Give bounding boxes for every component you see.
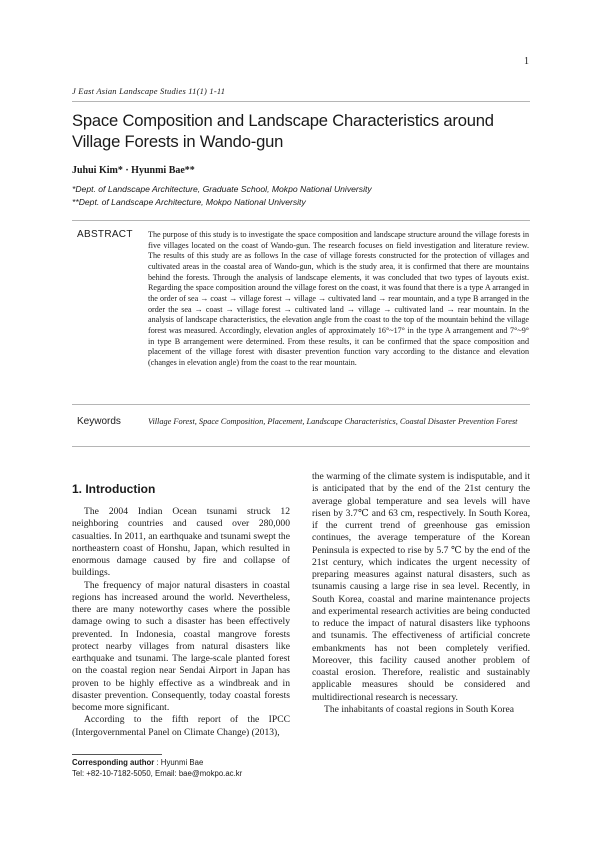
keywords-bottom-divider <box>72 446 530 447</box>
header-divider <box>72 101 530 102</box>
body-column-left <box>72 506 290 739</box>
body-paragraph: The 2004 Indian Ocean tsunami struck 12 neighboring countries and caused over 280,000 casualties. In 2011, an earthquake and tsunami swept the northeastern coast of Honshu, Japan, which resulted in enormous damage caused by fire and collapse of buildings. <box>72 506 290 579</box>
affiliation-1: *Dept. of Landscape Architecture, Graduate School, Mokpo National University <box>72 184 372 194</box>
abstract-divider <box>72 404 530 405</box>
page-number: 1 <box>524 56 529 67</box>
body-column-right <box>312 471 530 716</box>
body-paragraph: According to the fifth report of the IPCC (Intergovernmental Panel on Climate Change) (2013), <box>72 714 290 738</box>
corresponding-author-footnote <box>72 757 242 779</box>
keywords-text: Village Forest, Space Composition, Placement, Landscape Characteristics, Coastal Disaster Prevention Forest <box>148 417 518 426</box>
abstract-text: The purpose of this study is to investigate the space composition and landscape structure around the village forests in five villages located on the coast of Wando-gun. The research focuses on field investigation and literature review. The results of this study are as follows In the case of village forests constructed for the protection of villages and cultivated areas in the coastal area of Wando-gun, which is the study area, it is confirmed that there are mountains behind the forests. Through the analysis of landscape elements, it was concluded that two types of layouts exist. Regarding the space composition around the village forest on the coast, it was found that there is a type A arranged in the order of sea → coast → village forest → village → cultivated land → rear mountain, and a type B arranged in the order the sea → coast → village forest → cultivated land → village → cultivated land → rear mountain. In the analysis of landscape characteristics, the elevation angle from the coast to the top of the mountain behind the village forest was measured. Accordingly, elevation angles of approximately 16°~17° in the type A arrangement and 7°~9° in type B arrangement were determined. From these results, it can be confirmed that the space composition and placement of the village forest with disaster prevention function vary according to the distance and elevation (changes in elevation angle) from the coast to the rear mountain. <box>148 230 529 367</box>
footnote-contact: Tel: +82-10-7182-5050, Email: bae@mokpo.ac.kr <box>72 769 243 778</box>
paper-title: Space Composition and Landscape Characteristics around Village Forests in Wando-gun <box>72 111 494 151</box>
footnote-label: Corresponding author <box>72 758 155 767</box>
abstract-heading: ABSTRACT <box>77 229 133 240</box>
keywords-heading: Keywords <box>77 416 121 427</box>
affiliation-2: **Dept. of Landscape Architecture, Mokpo National University <box>72 197 306 207</box>
author-list: Juhui Kim* · Hyunmi Bae** <box>72 165 195 176</box>
body-paragraph: The inhabitants of coastal regions in South Korea <box>324 703 514 715</box>
abstract-top-divider <box>72 220 530 221</box>
section-heading-introduction: 1. Introduction <box>72 482 156 496</box>
body-paragraph: the warming of the climate system is indisputable, and it is anticipated that by the end of the 21st century the average global temperature and sea levels will have risen by 3.7℃ and 63 cm, respectively. In South Korea, if the current trend of greenhouse gas emission continues, the average temperature of the Korean Peninsula is expected to rise by 5.7 ℃ by the end of the 21st century, which indicates the urgent necessity of preparing measures against natural disasters, such as tsunamis causing a large rise in sea level. Recently, in South Korea, coastal and marine maintenance projects and experimental research activities are being conducted to reduce the impact of natural disasters like typhoons and tsunamis. The effectiveness of artificial concrete embankments has not been completely verified. Moreover, this facility caused another problem of coastal erosion. Therefore, realistic and sustainably applicable measures should be considered and multidirectional research is necessary. <box>312 471 530 703</box>
body-paragraph: The frequency of major natural disasters in coastal regions has increased around the world. Nevertheless, there are many noteworthy cases where the possible damage owing to such a disaster has been effectively prevented. In Indonesia, coastal mangrove forests protect nearby villages from natural disasters like earthquake and tsunami. The large-scale planted forest on the coastal region near Sendai Airport in Japan has proven to be highly effective as a windbreak and in disaster prevention. Consequently, today coastal forests become more significant. <box>72 579 290 713</box>
footnote-divider <box>72 754 162 755</box>
journal-citation: J East Asian Landscape Studies 11(1) 1-11 <box>72 86 226 96</box>
footnote-author-name: : Hyunmi Bae <box>154 758 204 767</box>
